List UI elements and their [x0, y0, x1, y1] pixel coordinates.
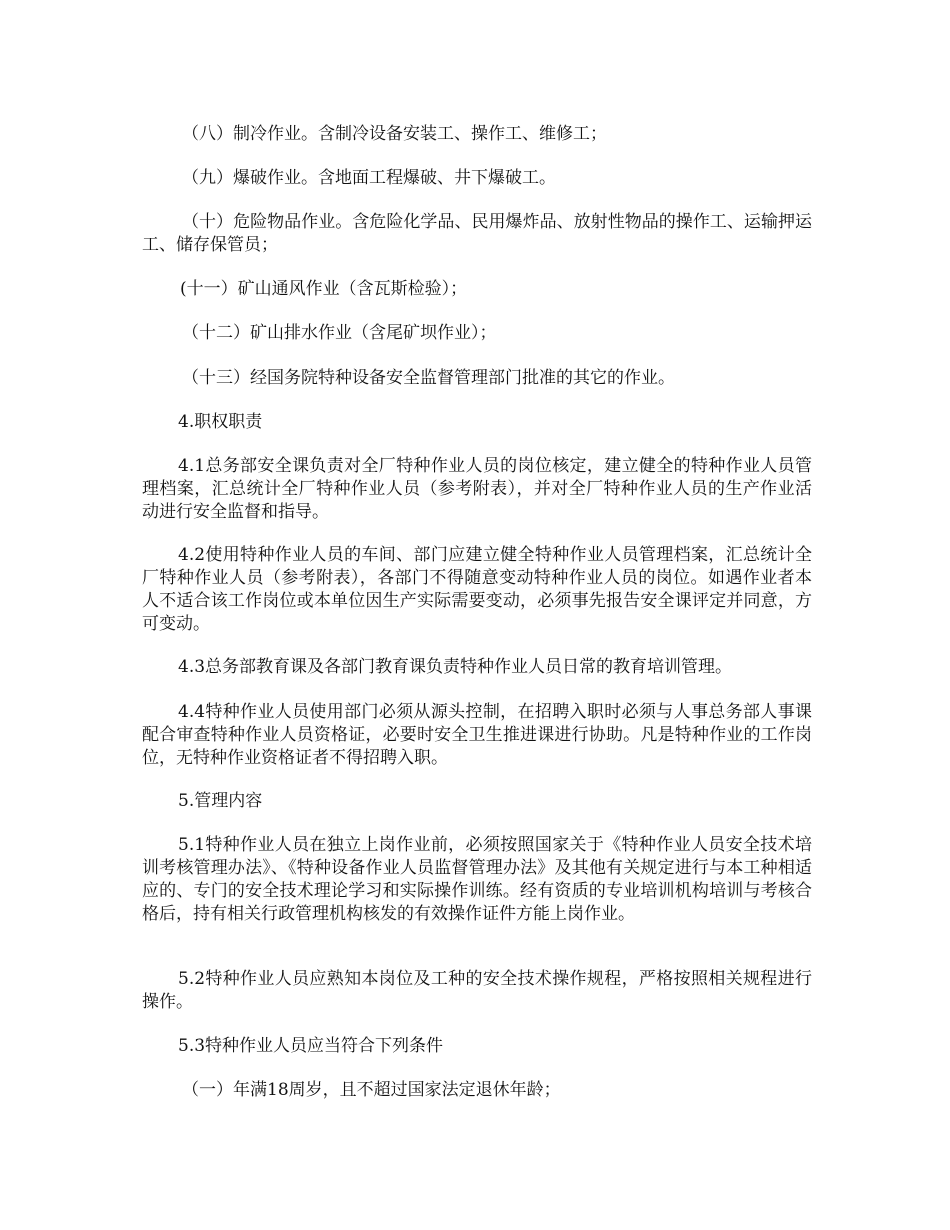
paragraph-4-1: 4.1总务部安全课负责对全厂特种作业人员的岗位核定，建立健全的特种作业人员管理档案，汇总统计全厂特种作业人员（参考附表），并对全厂特种作业人员的生产作业活动进行安全监督和指导。: [142, 456, 812, 522]
paragraph-5-2: 5.2特种作业人员应熟知本岗位及工种的安全技术操作规程，严格按照相关规程进行操作。: [142, 969, 812, 1012]
paragraph-blasting: （九）爆破作业。含地面工程爆破、井下爆破工。: [182, 168, 556, 188]
paragraph-4-3: 4.3总务部教育课及各部门教育课负责特种作业人员日常的教育培训管理。: [178, 657, 733, 677]
section-heading-duties: 4.职权职责: [178, 412, 263, 432]
section-heading-management: 5.管理内容: [178, 791, 263, 811]
paragraph-age-condition: （一）年满18周岁，且不超过国家法定退休年龄；: [182, 1080, 561, 1100]
paragraph-4-2: 4.2使用特种作业人员的车间、部门应建立健全特种作业人员管理档案，汇总统计全厂特种作业人员（参考附表），各部门不得随意变动特种作业人员的岗位。如遇作业者本人不适合该工作岗位或本单位因生产实际需要变动，必须事先报告安全课评定并同意，方可变动。: [142, 545, 812, 634]
paragraph-5-3: 5.3特种作业人员应当符合下列条件: [178, 1036, 444, 1056]
paragraph-mine-drainage: （十二）矿山排水作业（含尾矿坝作业）；: [182, 323, 497, 343]
paragraph-hazardous-goods: （十）危险物品作业。含危险化学品、民用爆炸品、放射性物品的操作工、运输押运工、储存保管员；: [142, 212, 812, 255]
paragraph-4-4: 4.4特种作业人员使用部门必须从源头控制，在招聘入职时必须与人事总务部人事课配合审查特种作业人员资格证，必要时安全卫生推进课进行协助。凡是特种作业的工作岗位，无特种作业资格证者不得招聘入职。: [142, 702, 812, 768]
paragraph-5-1: 5.1特种作业人员在独立上岗作业前，必须按照国家关于《特种作业人员安全技术培训考核管理办法》、《特种设备作业人员监督管理办法》及其他有关规定进行与本工种相适应的、专门的安全技术理论学习和实际操作训练。经有资质的专业培训机构培训与考核合格后，持有相关行政管理机构核发的有效操作证件方能上岗作业。: [142, 835, 812, 924]
paragraph-other-approved: （十三）经国务院特种设备安全监督管理部门批准的其它的作业。: [182, 368, 675, 388]
paragraph-refrigeration: （八）制冷作业。含制冷设备安装工、操作工、维修工；: [182, 124, 607, 144]
paragraph-mine-ventilation: (十一）矿山通风作业（含瓦斯检验）；: [180, 279, 468, 299]
